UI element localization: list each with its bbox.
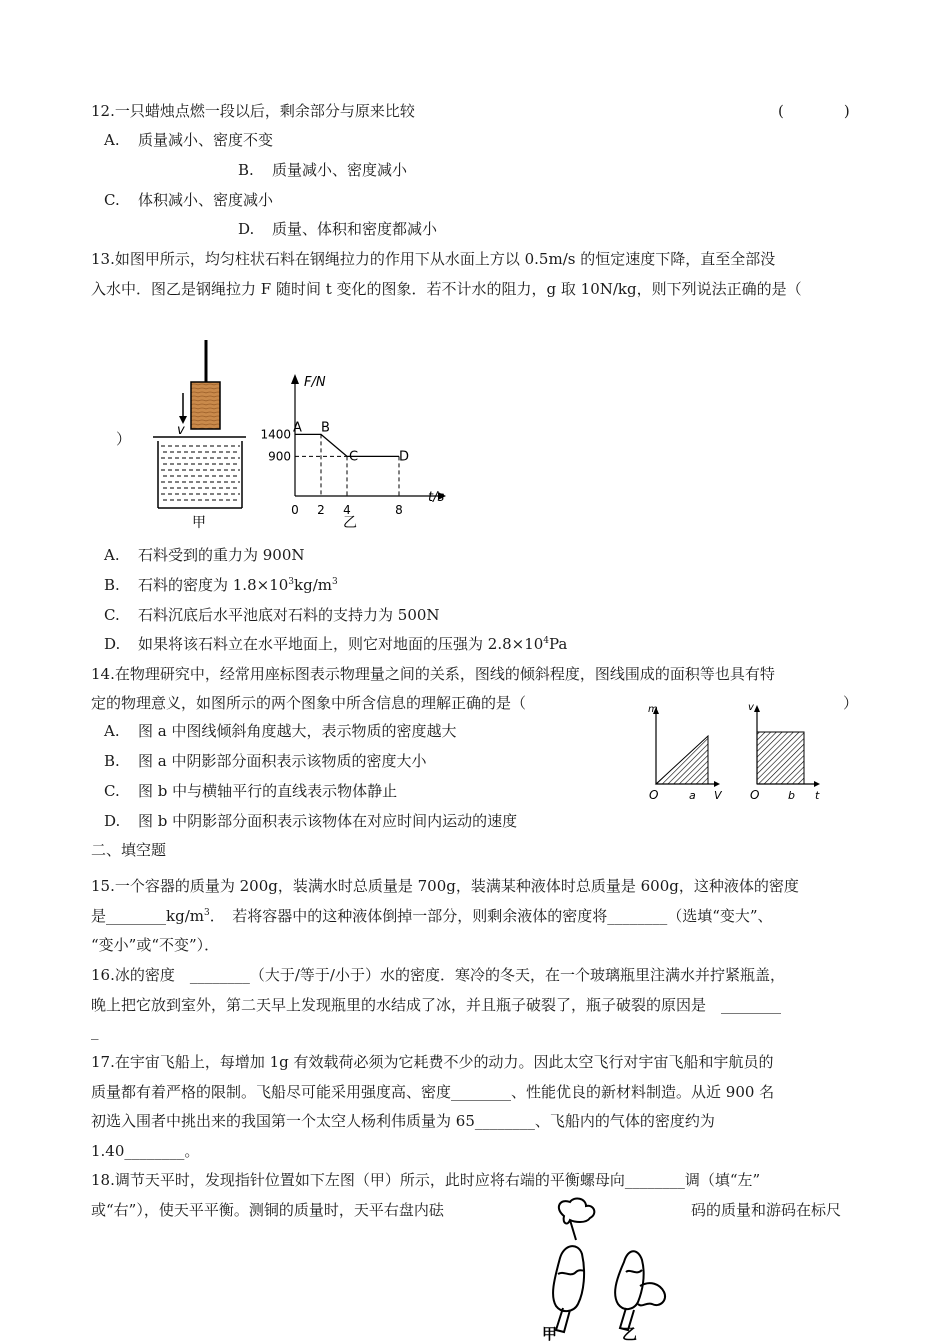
graph-b (748, 702, 820, 802)
q15-superscript: 3 (203, 908, 210, 918)
q18-line2-right: 码的质量和游码在标尺 (691, 1201, 842, 1219)
chart-y-tick-label: 900 (268, 449, 291, 464)
q13-option-b[interactable] (104, 575, 338, 595)
figure-caption-jia: 甲 (192, 515, 206, 530)
option-text: 质量减小、密度减小 (272, 161, 408, 179)
force-series-line (295, 434, 399, 456)
option-text-pre: 石料的密度为 1.8×10 (138, 576, 289, 594)
option-text-mid: kg/m (294, 576, 332, 594)
chart-point-label: A (293, 420, 302, 436)
arrow-head-icon (714, 781, 720, 787)
option-letter: B. (238, 161, 254, 179)
graph-a-origin: O (649, 788, 659, 802)
q17-line2: 质量都有着严格的限制。飞船尽可能采用强度高、密度________、性能优良的新材料制造。从近 900 名 (91, 1083, 775, 1101)
q12-option-c[interactable] (104, 190, 273, 210)
chart-point-labels (293, 420, 409, 464)
velocity-label: v (177, 423, 185, 438)
option-text: 体积减小、密度减小 (138, 191, 274, 209)
q15-line1: 15.一个容器的质量为 200g，装满水时总质量是 700g，装满某种液体时总质量是 600g，这种液体的密度 (91, 877, 799, 895)
q17-line3: 初选入围者中挑出来的我国第一个太空人杨利伟质量为 65________、飞船内的气体的密度约为 (91, 1112, 715, 1130)
q18-caption-jia: 甲 (542, 1325, 558, 1342)
chart-y-tick-labels (260, 427, 291, 463)
option-text: 石料沉底后水平池底对石料的支持力为 500N (138, 606, 440, 624)
q13-stem-line1: 13.如图甲所示，均匀柱状石料在钢绳拉力的作用下从水面上方以 0.5m/s 的恒定速度下降，直至全部没 (91, 250, 776, 268)
graph-b-origin: O (750, 788, 760, 802)
q12-option-b[interactable] (238, 160, 407, 180)
q17-line4: 1.40________。 (91, 1142, 200, 1160)
option-text: 质量减小、密度不变 (138, 131, 274, 149)
chart-x-tick-label: 4 (343, 503, 351, 517)
arrow-head-icon (754, 705, 760, 712)
q18-caption-yi: 乙 (622, 1325, 638, 1342)
popsicle-jia-icon (553, 1199, 594, 1332)
graph-b-y-label: v (748, 702, 754, 713)
option-letter: D. (104, 812, 121, 830)
chart-guide-lines (295, 434, 399, 496)
q14-stem-line2: 定的物理意义，如图所示的两个图象中所含信息的理解正确的是（ (91, 694, 527, 712)
option-text: 图 b 中阴影部分面积表示该物体在对应时间内运动的速度 (138, 812, 518, 830)
option-text-pre: 如果将该石料立在水平地面上，则它对地面的压强为 2.8×10 (138, 635, 544, 653)
q12-option-a[interactable] (104, 130, 273, 150)
option-text: 图 a 中图线倾斜角度越大，表示物质的密度越大 (138, 722, 457, 740)
q15-line2-pre: 是________kg/m (91, 907, 204, 925)
graph-a-x-label: V (714, 789, 722, 802)
y-axis-label: F/N (304, 375, 326, 390)
water-hatching (161, 446, 240, 500)
q15-line2-post: ． 若将容器中的这种液体倒掉一部分，则剩余液体的密度将________（选填“变大”、 (209, 907, 773, 925)
q16-line2: 晚上把它放到室外，第二天早上发现瓶里的水结成了冰，并且瓶子破裂了，瓶子破裂的原因是 ________ (91, 996, 782, 1014)
chart-x-tick-label: 2 (317, 503, 325, 517)
option-superscript: 3 (288, 577, 295, 587)
y-axis-arrow-icon (291, 374, 299, 384)
graph-a (648, 704, 723, 802)
graph-a-x-mark: a (689, 789, 696, 802)
graph-b-shaded-area (757, 732, 804, 784)
q14-option-d[interactable] (104, 811, 517, 831)
option-letter: A. (104, 546, 120, 564)
q15-line3: “变小”或“不变”）． (91, 936, 220, 954)
option-superscript: 3 (331, 577, 338, 587)
option-letter: B. (104, 752, 120, 770)
stone-block (191, 382, 220, 429)
option-text: 质量、体积和密度都减小 (272, 220, 438, 238)
q18-figure (530, 1196, 700, 1342)
option-superscript: 4 (543, 636, 550, 646)
q13-option-a[interactable] (104, 545, 305, 565)
chart-x-tick-label: 0 (291, 503, 299, 517)
graph-b-x-label: t (815, 789, 820, 802)
q13-stem-line2: 入水中．图乙是钢绳拉力 F 随时间 t 变化的图象．若不计水的阻力，g 取 10N/kg，则下列说法正确的是（ (91, 280, 802, 298)
option-text: 图 a 中阴影部分面积表示该物质的密度大小 (138, 752, 427, 770)
q14-close-paren: ） (843, 694, 859, 712)
figure-caption-yi: 乙 (343, 515, 357, 531)
graph-a-y-label: m (648, 704, 658, 715)
option-letter: C. (104, 782, 120, 800)
option-letter: A. (104, 131, 120, 149)
q16-line1: 16.冰的密度 ________（大于/等于/小于）水的密度．寒冷的冬天，在一个玻璃瓶里注满水并拧紧瓶盖， (91, 966, 785, 984)
option-letter: A. (104, 722, 120, 740)
q14-graphs (644, 700, 844, 804)
x-axis-label: t/s (428, 490, 445, 505)
option-text: 石料受到的重力为 900N (138, 546, 305, 564)
option-text-post: Pa (549, 635, 568, 653)
q13-chart-yi (258, 370, 458, 535)
q14-option-c[interactable] (104, 781, 397, 801)
q18-line2-left: 或“右”），使天平平衡。测铜的质量时，天平右盘内砝 (91, 1201, 444, 1219)
q13-figure-jia (150, 338, 255, 530)
section-heading-fill-blank: 二、填空题 (91, 841, 167, 859)
graph-a-shaded-area (656, 736, 708, 784)
chart-x-tick-label: 8 (395, 503, 403, 517)
q12-answer-paren: ( ) (778, 102, 850, 120)
q13-close-paren: ） (116, 430, 132, 448)
q15-line2 (91, 906, 773, 926)
q18-line1: 18.调节天平时，发现指针位置如下左图（甲）所示，此时应将右端的平衡螺母向________调（填“左” (91, 1171, 761, 1189)
arrow-head-icon (814, 781, 820, 787)
q12-stem: 12.一只蜡烛点燃一段以后，剩余部分与原来比较 (91, 102, 415, 120)
q13-option-d[interactable] (104, 634, 567, 654)
option-letter: D. (238, 220, 255, 238)
popsicle-yi-icon (615, 1251, 665, 1330)
q17-line1: 17.在宇宙飞船上，每增加 1g 有效载荷必须为它耗费不少的动力。因此太空飞行对宇宙飞船和宇航员的 (91, 1053, 774, 1071)
q14-stem-line1: 14.在物理研究中，经常用座标图表示物理量之间的关系，图线的倾斜程度，图线围成的面积等也具有特 (91, 665, 775, 683)
option-letter: D. (104, 635, 121, 653)
chart-point-label: C (349, 449, 359, 465)
q13-option-c[interactable] (104, 605, 440, 625)
q12-option-d[interactable] (238, 219, 437, 239)
option-letter: C. (104, 606, 120, 624)
q14-option-b[interactable] (104, 751, 426, 771)
option-text: 图 b 中与横轴平行的直线表示物体静止 (138, 782, 398, 800)
option-letter: B. (104, 576, 120, 594)
chart-point-label: B (321, 420, 330, 436)
graph-b-x-mark: b (788, 789, 795, 802)
q14-option-a[interactable] (104, 721, 456, 741)
chart-y-tick-label: 1400 (260, 427, 291, 442)
option-letter: C. (104, 191, 120, 209)
chart-point-label: D (399, 449, 410, 465)
q16-line3: _ (91, 1022, 99, 1040)
